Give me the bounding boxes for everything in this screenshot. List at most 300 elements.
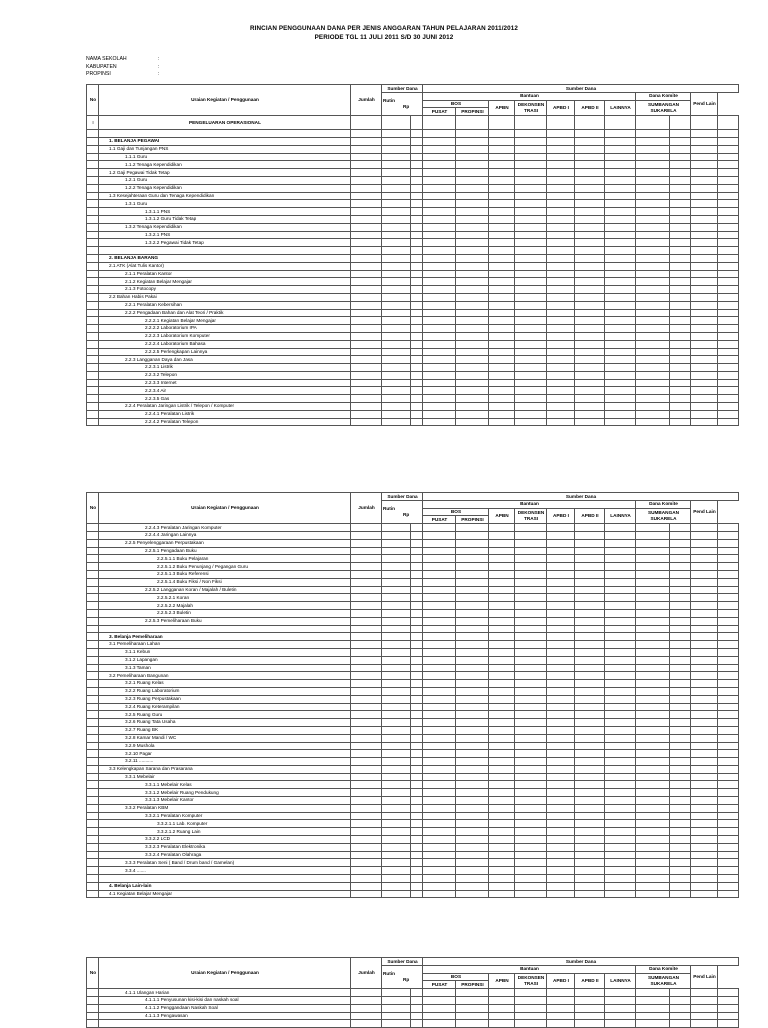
amount-cell <box>423 765 456 773</box>
row-no-cell <box>87 773 99 781</box>
amount-cell <box>382 602 411 610</box>
amount-cell <box>575 734 605 742</box>
amount-cell <box>489 625 515 633</box>
row-number: I <box>92 119 94 125</box>
row-no-cell <box>87 403 99 411</box>
amount-cell <box>456 1004 489 1012</box>
amount-cell <box>718 617 739 625</box>
row-no-cell <box>87 789 99 797</box>
amount-cell <box>670 1012 691 1020</box>
amount-cell <box>691 116 718 130</box>
row-no-cell <box>87 851 99 859</box>
header-rutin-cell <box>382 965 423 988</box>
amount-cell <box>456 317 489 325</box>
amount-cell <box>691 781 718 789</box>
amount-cell <box>605 781 636 789</box>
amount-cell <box>636 200 670 208</box>
amount-cell <box>636 843 670 851</box>
amount-cell <box>382 797 411 805</box>
amount-cell <box>489 332 515 340</box>
amount-cell <box>691 301 718 309</box>
amount-cell <box>691 192 718 200</box>
amount-cell <box>636 161 670 169</box>
amount-cell <box>515 648 547 656</box>
amount-cell <box>411 890 423 898</box>
table-row <box>87 680 739 688</box>
amount-cell <box>423 789 456 797</box>
amount-cell <box>515 278 547 286</box>
amount-cell <box>411 247 423 255</box>
amount-cell <box>718 215 739 223</box>
amount-cell <box>382 169 411 177</box>
amount-cell <box>382 563 411 571</box>
amount-cell <box>515 843 547 851</box>
amount-cell <box>382 1012 411 1020</box>
amount-cell <box>456 293 489 301</box>
amount-cell <box>547 773 575 781</box>
amount-cell <box>423 161 456 169</box>
amount-cell <box>605 758 636 766</box>
amount-cell <box>351 851 382 859</box>
amount-cell <box>351 726 382 734</box>
amount-cell <box>547 711 575 719</box>
row-no-cell <box>87 617 99 625</box>
amount-cell <box>382 734 411 742</box>
row-description: 3.3.1.3 Mebelair Kantor <box>145 797 194 803</box>
row-description-cell <box>99 161 351 169</box>
row-description: 1.1.1 Guru <box>125 153 148 159</box>
amount-cell <box>411 570 423 578</box>
amount-cell <box>515 773 547 781</box>
amount-cell <box>636 215 670 223</box>
amount-cell <box>423 223 456 231</box>
row-no-cell <box>87 828 99 836</box>
row-description-cell <box>99 996 351 1004</box>
amount-cell <box>351 586 382 594</box>
amount-cell <box>691 231 718 239</box>
table-row <box>87 570 739 578</box>
amount-cell <box>547 633 575 641</box>
amount-cell <box>547 828 575 836</box>
amount-cell <box>605 547 636 555</box>
amount-cell <box>351 742 382 750</box>
amount-cell <box>423 371 456 379</box>
amount-cell <box>382 364 411 372</box>
amount-cell <box>605 703 636 711</box>
header-rutin: Rutin <box>383 971 395 977</box>
row-description-cell <box>99 687 351 695</box>
table-header <box>87 493 739 524</box>
amount-cell <box>718 609 739 617</box>
amount-cell <box>575 758 605 766</box>
amount-cell <box>691 286 718 294</box>
amount-cell <box>691 989 718 997</box>
amount-cell <box>382 633 411 641</box>
row-description: 3.3 Kelengkapan Sarana dan Prasarana <box>109 766 193 772</box>
amount-cell <box>575 356 605 364</box>
amount-cell <box>636 989 670 997</box>
header-apbn: APBN <box>495 105 509 111</box>
amount-cell <box>456 161 489 169</box>
amount-cell <box>670 317 691 325</box>
row-no-cell <box>87 882 99 890</box>
amount-cell <box>636 418 670 426</box>
amount-cell <box>351 547 382 555</box>
amount-cell <box>636 851 670 859</box>
table-row <box>87 286 739 294</box>
amount-cell <box>718 695 739 703</box>
amount-cell <box>605 176 636 184</box>
row-description-cell <box>99 882 351 890</box>
amount-cell <box>489 781 515 789</box>
row-no-cell <box>87 364 99 372</box>
amount-cell <box>575 192 605 200</box>
amount-cell <box>605 262 636 270</box>
amount-cell <box>605 395 636 403</box>
row-no-cell <box>87 890 99 898</box>
amount-cell <box>718 395 739 403</box>
row-description: 4.1.1.1 Penyusunan kisi-kisi dan naskah soal <box>145 997 239 1003</box>
amount-cell <box>515 192 547 200</box>
amount-cell <box>691 410 718 418</box>
amount-cell <box>691 547 718 555</box>
amount-cell <box>423 996 456 1004</box>
amount-cell <box>547 278 575 286</box>
amount-cell <box>423 851 456 859</box>
amount-cell <box>351 625 382 633</box>
amount-cell <box>691 890 718 898</box>
amount-cell <box>411 555 423 563</box>
table-header <box>87 958 739 989</box>
row-no-cell <box>87 867 99 875</box>
amount-cell <box>351 137 382 145</box>
amount-cell <box>351 633 382 641</box>
row-no-cell <box>87 996 99 1004</box>
amount-cell <box>411 410 423 418</box>
amount-cell <box>547 348 575 356</box>
amount-cell <box>423 325 456 333</box>
row-description: 2.2.5.1.4 Buku Fiksi / Non Fiksi <box>157 579 222 585</box>
amount-cell <box>382 531 411 539</box>
row-description: 2.2.1 Peralatan Kebersihan <box>125 302 182 308</box>
table-row <box>87 145 739 153</box>
amount-cell <box>423 208 456 216</box>
amount-cell <box>351 539 382 547</box>
row-description-cell <box>99 215 351 223</box>
row-no-cell <box>87 555 99 563</box>
amount-cell <box>636 169 670 177</box>
row-description-cell <box>99 356 351 364</box>
amount-cell <box>489 547 515 555</box>
amount-cell <box>575 317 605 325</box>
amount-cell <box>382 820 411 828</box>
amount-cell <box>489 403 515 411</box>
amount-cell <box>382 239 411 247</box>
amount-cell <box>718 192 739 200</box>
row-no-cell <box>87 254 99 262</box>
amount-cell <box>456 578 489 586</box>
amount-cell <box>515 239 547 247</box>
amount-cell <box>605 656 636 664</box>
amount-cell <box>515 200 547 208</box>
amount-cell <box>382 578 411 586</box>
table-row <box>87 176 739 184</box>
row-description: 4. Belanja Lain-lain <box>109 883 152 889</box>
school-name-label: NAMA SEKOLAH <box>86 56 127 62</box>
amount-cell <box>547 672 575 680</box>
amount-cell <box>515 890 547 898</box>
amount-cell <box>411 586 423 594</box>
header-rutin-cell <box>382 92 423 115</box>
header-no: No <box>89 970 97 976</box>
amount-cell <box>382 137 411 145</box>
amount-cell <box>670 145 691 153</box>
amount-cell <box>605 340 636 348</box>
amount-cell <box>636 340 670 348</box>
amount-cell <box>382 301 411 309</box>
amount-cell <box>382 215 411 223</box>
amount-cell <box>515 594 547 602</box>
amount-cell <box>456 570 489 578</box>
regency-value: : <box>158 63 160 70</box>
amount-cell <box>636 797 670 805</box>
amount-cell <box>489 379 515 387</box>
amount-cell <box>547 332 575 340</box>
amount-cell <box>670 828 691 836</box>
amount-cell <box>636 687 670 695</box>
amount-cell <box>636 309 670 317</box>
row-description-cell <box>99 586 351 594</box>
header-lainnya-cell <box>605 973 636 989</box>
amount-cell <box>575 672 605 680</box>
row-description: 4.1.1 Ulangan Harian <box>125 989 170 995</box>
amount-cell <box>382 309 411 317</box>
amount-cell <box>547 563 575 571</box>
row-description-cell <box>99 270 351 278</box>
amount-cell <box>575 184 605 192</box>
row-description: PENGELUARAN OPERASIONAL <box>189 119 261 125</box>
amount-cell <box>489 890 515 898</box>
amount-cell <box>456 609 489 617</box>
amount-cell <box>489 867 515 875</box>
amount-cell <box>515 996 547 1004</box>
row-description-cell <box>99 890 351 898</box>
table-row <box>87 781 739 789</box>
amount-cell <box>382 750 411 758</box>
amount-cell <box>547 254 575 262</box>
amount-cell <box>489 247 515 255</box>
amount-cell <box>411 695 423 703</box>
amount-cell <box>456 890 489 898</box>
amount-cell <box>515 625 547 633</box>
amount-cell <box>489 641 515 649</box>
table-row <box>87 648 739 656</box>
amount-cell <box>636 262 670 270</box>
amount-cell <box>605 223 636 231</box>
amount-cell <box>636 742 670 750</box>
amount-cell <box>575 231 605 239</box>
amount-cell <box>575 270 605 278</box>
row-description-cell <box>99 262 351 270</box>
amount-cell <box>636 758 670 766</box>
amount-cell <box>547 594 575 602</box>
amount-cell <box>670 570 691 578</box>
row-description: 3.2.11 ........... <box>125 758 154 764</box>
amount-cell <box>718 208 739 216</box>
amount-cell <box>575 116 605 130</box>
amount-cell <box>575 223 605 231</box>
amount-cell <box>351 286 382 294</box>
amount-cell <box>382 340 411 348</box>
amount-cell <box>718 742 739 750</box>
amount-cell <box>423 563 456 571</box>
amount-cell <box>718 750 739 758</box>
amount-cell <box>423 356 456 364</box>
amount-cell <box>605 254 636 262</box>
amount-cell <box>636 278 670 286</box>
amount-cell <box>456 711 489 719</box>
row-no-cell <box>87 247 99 255</box>
header-pusat: PUSAT <box>431 517 448 523</box>
header-bantuan: Bantuan <box>520 501 539 507</box>
amount-cell <box>691 672 718 680</box>
row-description: 1. BELANJA PEGAWAI <box>109 138 160 144</box>
amount-cell <box>423 239 456 247</box>
amount-cell <box>636 996 670 1004</box>
amount-cell <box>382 153 411 161</box>
amount-cell <box>670 989 691 997</box>
amount-cell <box>411 286 423 294</box>
header-sumbangan-cell <box>636 973 691 989</box>
amount-cell <box>411 215 423 223</box>
amount-cell <box>456 726 489 734</box>
amount-cell <box>351 867 382 875</box>
amount-cell <box>382 371 411 379</box>
amount-cell <box>456 797 489 805</box>
amount-cell <box>411 812 423 820</box>
amount-cell <box>382 680 411 688</box>
table-row <box>87 875 739 883</box>
amount-cell <box>718 687 739 695</box>
amount-cell <box>575 656 605 664</box>
row-description-cell <box>99 703 351 711</box>
amount-cell <box>456 169 489 177</box>
header-dana-komite: Dana Komite <box>649 93 678 99</box>
table-row <box>87 340 739 348</box>
amount-cell <box>605 270 636 278</box>
table-row <box>87 153 739 161</box>
amount-cell <box>670 812 691 820</box>
amount-cell <box>691 130 718 138</box>
amount-cell <box>515 781 547 789</box>
amount-cell <box>411 648 423 656</box>
amount-cell <box>489 633 515 641</box>
amount-cell <box>382 145 411 153</box>
row-description: 2.2 Bahan Habis Pakai <box>109 294 157 300</box>
amount-cell <box>691 387 718 395</box>
row-no-cell <box>87 734 99 742</box>
amount-cell <box>547 687 575 695</box>
amount-cell <box>636 137 670 145</box>
amount-cell <box>670 301 691 309</box>
table-row <box>87 192 739 200</box>
amount-cell <box>605 617 636 625</box>
amount-cell <box>575 812 605 820</box>
table-row <box>87 348 739 356</box>
amount-cell <box>670 153 691 161</box>
amount-cell <box>456 563 489 571</box>
row-no-cell <box>87 758 99 766</box>
amount-cell <box>691 804 718 812</box>
amount-cell <box>718 531 739 539</box>
amount-cell <box>670 223 691 231</box>
row-description-cell <box>99 633 351 641</box>
amount-cell <box>382 223 411 231</box>
amount-cell <box>575 882 605 890</box>
regency-label: KABUPATEN <box>86 63 117 70</box>
amount-cell <box>718 641 739 649</box>
amount-cell <box>605 609 636 617</box>
amount-cell <box>382 293 411 301</box>
amount-cell <box>351 797 382 805</box>
header-no-cell <box>87 493 99 524</box>
amount-cell <box>547 804 575 812</box>
amount-cell <box>691 176 718 184</box>
amount-cell <box>547 750 575 758</box>
amount-cell <box>456 633 489 641</box>
row-description: 3.2.4 Ruang Keterampilan <box>125 703 180 709</box>
amount-cell <box>605 625 636 633</box>
amount-cell <box>515 247 547 255</box>
amount-cell <box>636 116 670 130</box>
table-row <box>87 804 739 812</box>
amount-cell <box>411 317 423 325</box>
amount-cell <box>575 395 605 403</box>
row-description-cell <box>99 859 351 867</box>
amount-cell <box>489 340 515 348</box>
amount-cell <box>351 648 382 656</box>
amount-cell <box>575 586 605 594</box>
amount-cell <box>718 410 739 418</box>
header-jumlah-cell <box>351 958 382 989</box>
amount-cell <box>456 410 489 418</box>
amount-cell <box>691 340 718 348</box>
amount-cell <box>489 1004 515 1012</box>
amount-cell <box>489 208 515 216</box>
table-row <box>87 687 739 695</box>
amount-cell <box>691 278 718 286</box>
amount-cell <box>670 859 691 867</box>
province-value: : <box>158 71 160 78</box>
row-no-cell <box>87 176 99 184</box>
amount-cell <box>411 262 423 270</box>
row-description-cell <box>99 742 351 750</box>
row-no-cell <box>87 594 99 602</box>
table-row <box>87 418 739 426</box>
amount-cell <box>605 734 636 742</box>
header-bos-cell <box>423 508 489 516</box>
amount-cell <box>423 656 456 664</box>
amount-cell <box>691 531 718 539</box>
amount-cell <box>718 270 739 278</box>
amount-cell <box>575 364 605 372</box>
amount-cell <box>547 116 575 130</box>
amount-cell <box>718 882 739 890</box>
amount-cell <box>636 293 670 301</box>
amount-cell <box>636 317 670 325</box>
table-body <box>87 524 739 898</box>
table-row <box>87 867 739 875</box>
